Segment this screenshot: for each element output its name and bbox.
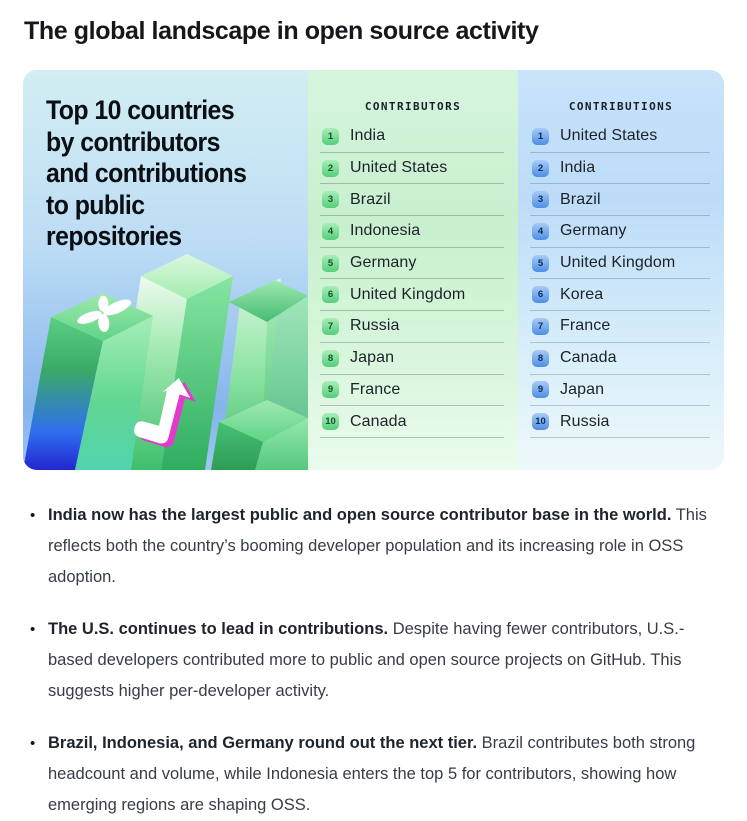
rank-badge: 3 [532,191,549,208]
insight-lead: India now has the largest public and open source contributor base in the world. [48,506,672,524]
country-label: Korea [560,285,604,303]
country-label: Japan [350,349,395,367]
country-label: Russia [560,412,610,430]
rank-badge: 6 [532,286,549,303]
ranking-row [320,121,504,153]
contributors-panel [308,70,518,470]
insight-bullet [28,728,721,821]
country-label: Russia [350,317,400,335]
country-label: United States [560,127,658,145]
insight-text: Despite having fewer contributors, U.S.-based developers contributed more to public and open source projects on GitHub. This suggests higher per-developer activity. [48,620,685,700]
infographic-heading-line: to public [46,189,145,220]
ranking-row [530,153,710,185]
country-label: France [560,317,611,335]
insight-text: This reflects both the country’s booming developer population and its increasing role in OSS adoption. [48,506,707,586]
ranking-row [320,184,504,216]
rank-badge: 1 [322,128,339,145]
rank-badge: 2 [532,160,549,177]
insight-text: Brazil contributes both strong headcount and volume, while Indonesia enters the top 5 for contributors, showing how emerging regions are shaping OSS. [48,734,696,814]
bullet-icon: • [30,735,36,752]
rank-badge: 8 [322,350,339,367]
illustration-panel [23,70,308,470]
rank-badge: 1 [532,128,549,145]
bullet-icon: • [30,621,36,638]
contributions-rows [518,121,724,438]
ranking-row [530,343,710,375]
country-label: Germany [560,222,627,240]
ranking-row [530,375,710,407]
infographic-card [23,70,724,470]
rank-badge: 10 [322,413,339,430]
rank-badge: 5 [532,255,549,272]
rank-badge: 3 [322,191,339,208]
ranking-row [320,343,504,375]
ranking-row [320,153,504,185]
ranking-row [320,279,504,311]
rank-badge: 5 [322,255,339,272]
country-label: United States [350,159,448,177]
rank-badge: 2 [322,160,339,177]
ranking-row [530,279,710,311]
ranking-row [530,216,710,248]
infographic-heading-line: Top 10 countries [46,95,235,125]
country-label: Brazil [350,190,391,208]
bullet-icon: • [30,507,36,524]
insights-list [28,500,721,821]
contributions-panel [518,70,724,470]
ranking-row [530,311,710,343]
ranking-row [530,248,710,280]
page-title: The global landscape in open source activity [24,17,539,45]
ranking-row [530,406,710,438]
ranking-row [320,216,504,248]
country-label: India [350,127,386,145]
country-label: United Kingdom [560,254,676,272]
ranking-row [530,184,710,216]
contributions-header: CONTRIBUTIONS [568,100,674,113]
country-label: Canada [560,349,617,367]
ranking-row [320,311,504,343]
ranking-row [530,121,710,153]
infographic-heading-line: and contributions [46,158,247,189]
ranking-row [320,248,504,280]
country-label: France [350,380,401,398]
country-label: Indonesia [350,222,421,240]
rank-badge: 6 [322,286,339,303]
rank-badge: 4 [322,223,339,240]
insight-bullet [28,500,721,593]
infographic-heading-line: by contributors [46,126,220,157]
rank-badge: 7 [532,318,549,335]
rank-badge: 7 [322,318,339,335]
rank-badge: 10 [532,413,549,430]
country-label: Germany [350,254,417,272]
country-label: Japan [560,380,605,398]
rank-badge: 9 [532,381,549,398]
insight-lead: Brazil, Indonesia, and Germany round out the next tier. [48,734,478,752]
insight-lead: The U.S. continues to lead in contributions. [48,620,389,638]
ranking-row [320,406,504,438]
rank-badge: 4 [532,223,549,240]
infographic-heading [23,70,306,253]
contributors-rows [308,121,518,438]
rank-badge: 9 [322,381,339,398]
country-label: Brazil [560,190,601,208]
country-label: Canada [350,412,407,430]
country-label: United Kingdom [350,285,466,303]
ranking-row [320,375,504,407]
country-label: India [560,159,596,177]
rank-badge: 8 [532,350,549,367]
contributors-header: CONTRIBUTORS [364,100,462,113]
infographic-heading-line: repositories [46,221,182,252]
insight-bullet [28,614,721,707]
